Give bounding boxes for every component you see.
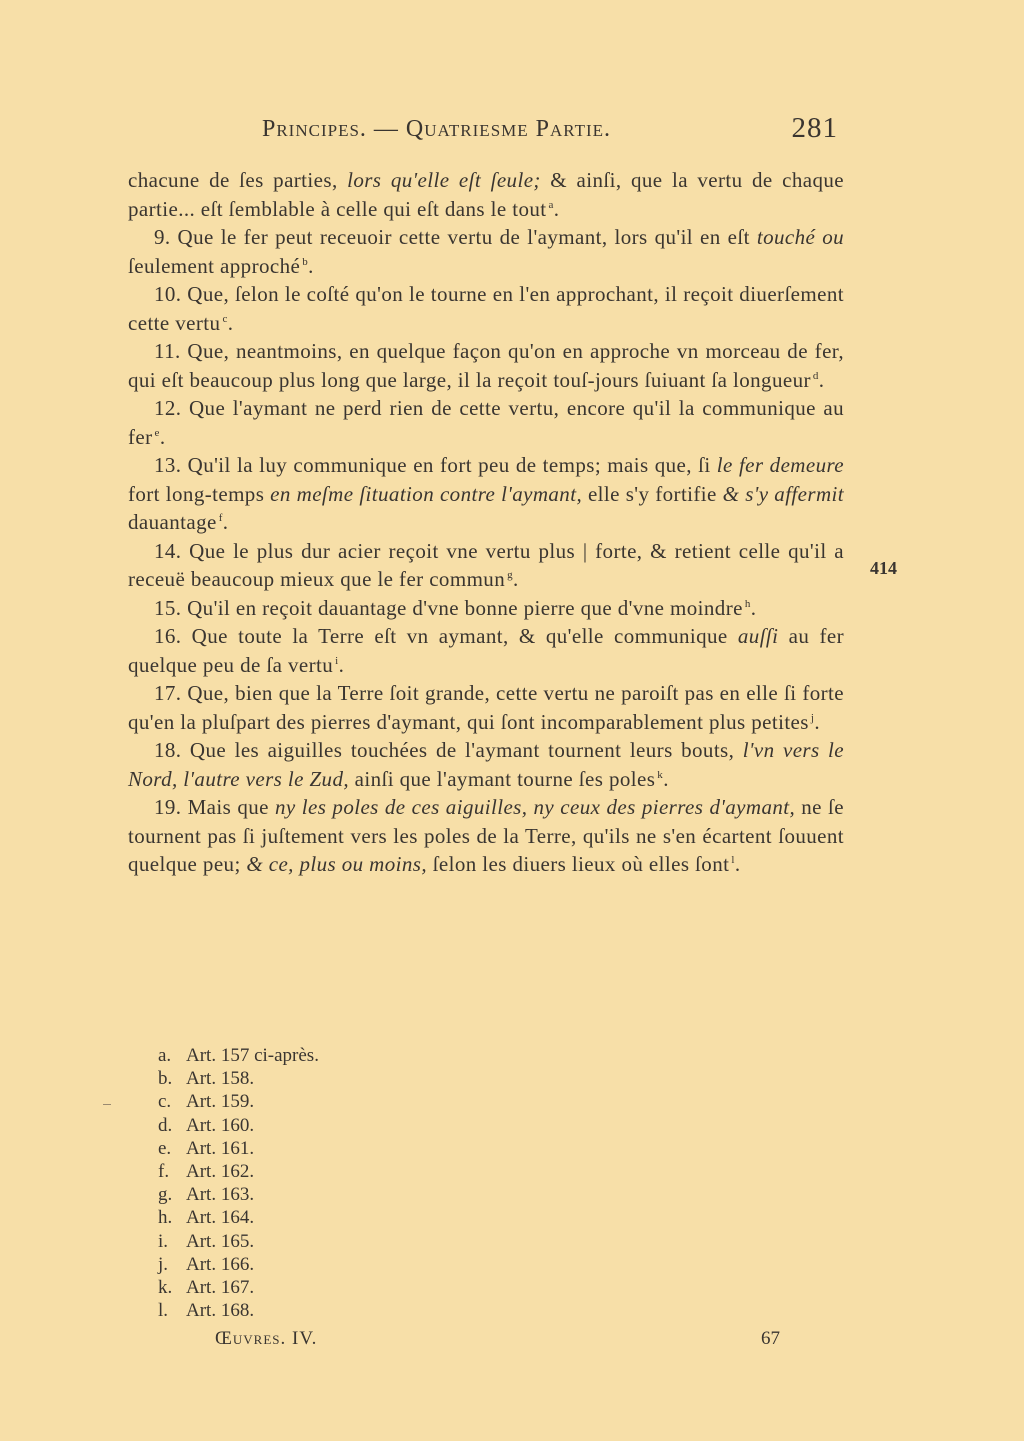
- footnote-ref: j: [810, 711, 815, 724]
- footnote: b. Art. 158.: [158, 1068, 255, 1090]
- article-14: 14. Que le plus dur acier reçoit vne vertu plus | forte, & retient celle qu'il a receuë beaucoup mieux que le fer commun $^g$.: [128, 538, 844, 591]
- article-12: 12. Que l'aymant ne perd rien de cette vertu, encore qu'il la communique au fer $^e$.: [128, 396, 844, 449]
- printer-signature: 67: [761, 1328, 780, 1349]
- paragraph-continuation: chacune de ſes parties, lors qu'elle eſt ſeule; & ainſi, que la vertu de chaque partie... eſt ſemblable à celle qui eſt dans le tout $^a$.: [128, 168, 844, 221]
- body-text: [128, 166, 844, 879]
- footnote-ref: g: [507, 569, 514, 581]
- footnote-ref: d: [812, 369, 819, 382]
- article-10: 10. Que, ſelon le coſté qu'on le tourne en l'en approchant, il reçoit diuerſement cette vertu $^c$.: [128, 282, 844, 335]
- footnote: j. Art. 166.: [158, 1253, 255, 1275]
- page-header: [262, 112, 838, 152]
- footnote-ref: h: [744, 597, 751, 610]
- footnote-ref: b: [302, 255, 309, 268]
- footnote-ref: e: [154, 426, 160, 439]
- footnote-ref: a: [548, 198, 554, 211]
- page-footer: [215, 1328, 780, 1358]
- footnote-ref: f: [218, 512, 223, 524]
- footnote: e. Art. 161.: [158, 1137, 255, 1159]
- footnote: c. Art. 159.: [158, 1091, 255, 1113]
- volume-title: Œuvres. IV.: [215, 1328, 318, 1349]
- footnote: f. Art. 162.: [158, 1161, 255, 1183]
- margin-page-reference: 414: [870, 558, 897, 578]
- article-9: 9. Que le fer peut receuoir cette vertu de l'aymant, lors qu'il en eſt touché ou ſeulement approché $^b$.: [128, 225, 844, 278]
- footnote-ref: c: [222, 312, 228, 325]
- footnote-ref: i: [335, 654, 339, 667]
- footnote: k. Art. 167.: [158, 1277, 255, 1299]
- footnote-ref: l: [731, 854, 735, 866]
- article-13: 13. Qu'il la luy communique en fort peu de temps; mais que, ſi le fer demeure fort long-temps en meſme ſituation contre l'aymant, elle s'y fortifie & s'y affermit dauantage $^f$.: [128, 453, 845, 534]
- footnotes-list: [158, 1044, 319, 1322]
- footnote: g. Art. 163.: [158, 1184, 255, 1206]
- margin-mark: [103, 1104, 111, 1105]
- article-18: 18. Que les aiguilles touchées de l'aymant tournent leurs bouts, l'vn vers le Nord, l'autre vers le Zud, ainſi que l'aymant tourne ſes poles $^k$.: [128, 738, 844, 791]
- footnote: d. Art. 160.: [158, 1114, 255, 1136]
- footnote: l. Art. 168.: [158, 1300, 255, 1322]
- running-head: Principes. — Quatriesme Partie.: [262, 116, 612, 142]
- article-11: 11. Que, neantmoins, en quelque façon qu'on en approche vn morceau de fer, qui eſt beaucoup plus long que large, il la reçoit touſ-jours ſuiuant ſa longueur $^d$.: [128, 339, 844, 392]
- article-19: 19. Mais que ny les poles de ces aiguilles, ny ceux des pierres d'aymant, ne ſe tournent pas ſi juſtement vers les poles de la Terre, qu'ils ne s'en écartent ſouuent quelque peu; & ce, plus ou moins, ſelon les diuers lieux où elles ſont $^l$.: [128, 795, 844, 876]
- page-number: 281: [791, 112, 838, 144]
- article-15: 15. Qu'il en reçoit dauantage d'vne bonne pierre que d'vne moindre $^h$.: [154, 595, 757, 620]
- article-17: 17. Que, bien que la Terre ſoit grande, cette vertu ne paroiſt pas en elle ſi forte qu'en la pluſpart des pierres d'aymant, qui ſont incomparablement plus petites $^j$.: [128, 681, 844, 734]
- article-16: 16. Que toute la Terre eſt vn aymant, & qu'elle communique auſſi au fer quelque peu de ſa vertu $^i$.: [128, 624, 845, 677]
- footnote: a. Art. 157 ci-après.: [158, 1045, 319, 1066]
- footnote: h. Art. 164.: [158, 1207, 255, 1229]
- footnote-ref: k: [657, 768, 664, 781]
- footnote: i. Art. 165.: [158, 1230, 255, 1252]
